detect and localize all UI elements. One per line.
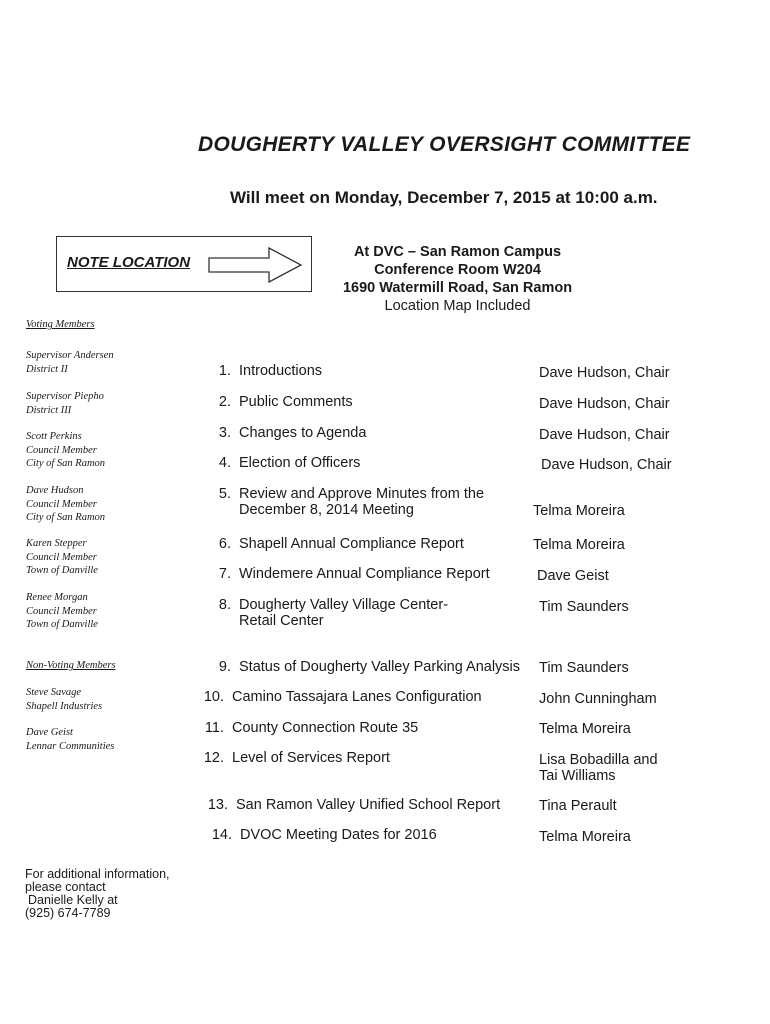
member-entry: Scott Perkins Council Member City of San Ramon <box>26 431 106 469</box>
agenda-item: 1. Introductions <box>218 363 323 379</box>
agenda-presenter: Telma Moreira <box>539 721 631 737</box>
member-entry: Supervisor Andersen District II <box>26 350 114 375</box>
agenda-presenter: Dave Hudson, Chair <box>539 396 670 412</box>
agenda-presenter: John Cunningham <box>539 691 657 707</box>
note-location-label: NOTE LOCATION <box>67 254 191 271</box>
agenda-presenter: Tina Perault <box>539 798 617 814</box>
agenda-item: 9. Status of Dougherty Valley Parking Analysis <box>218 659 521 675</box>
agenda-presenter: Tim Saunders <box>539 599 629 615</box>
location-room: Conference Room W204 <box>374 262 541 278</box>
voting-members-heading: Voting Members <box>26 319 95 330</box>
agenda-presenter: Dave Geist <box>537 568 609 584</box>
agenda-presenter: Telma Moreira <box>539 829 631 845</box>
agenda-presenter: Dave Hudson, Chair <box>539 365 670 381</box>
note-location-box <box>56 236 312 292</box>
agenda-item: 4. Election of Officers <box>218 455 361 471</box>
agenda-item: 13. San Ramon Valley Unified School Report <box>207 797 501 813</box>
member-entry: Karen Stepper Council Member Town of Danville <box>26 538 98 576</box>
right-arrow-icon <box>207 246 303 284</box>
agenda-item: 8. Dougherty Valley Village Center- Retail Center <box>218 597 449 629</box>
meeting-location <box>330 243 585 315</box>
agenda-presenter: Tim Saunders <box>539 660 629 676</box>
agenda-presenter: Lisa Bobadilla and Tai Williams <box>539 752 658 784</box>
agenda-presenter: Dave Hudson, Chair <box>541 457 672 473</box>
page-title: DOUGHERTY VALLEY OVERSIGHT COMMITTEE <box>198 133 691 156</box>
member-entry: Dave Hudson Council Member City of San Ramon <box>26 485 106 523</box>
location-line: At DVC – San Ramon Campus <box>353 244 562 260</box>
agenda-item: 12. Level of Services Report <box>203 750 390 766</box>
meeting-date-line: Will meet on Monday, December 7, 2015 at 10:00 a.m. <box>230 188 658 207</box>
member-entry: Steve Savage Shapell Industries <box>26 687 103 712</box>
agenda-item: 11. County Connection Route 35 <box>204 720 419 736</box>
agenda-item: 6. Shapell Annual Compliance Report <box>218 536 464 552</box>
agenda-item: 3. Changes to Agenda <box>218 425 367 441</box>
agenda-presenter: Dave Hudson, Chair <box>539 427 670 443</box>
agenda-item: 5. Review and Approve Minutes from the December 8, 2014 Meeting <box>218 486 485 518</box>
agenda-item: 10. Camino Tassajara Lanes Configuration <box>203 689 482 705</box>
non-voting-members-heading: Non-Voting Members <box>26 660 116 671</box>
member-entry: Dave Geist Lennar Communities <box>26 727 115 752</box>
member-entry: Renee Morgan Council Member Town of Danville <box>26 592 98 630</box>
location-map-note: Location Map Included <box>384 298 531 314</box>
contact-info: For additional information, please contact Danielle Kelly at (925) 674-7789 <box>25 867 170 920</box>
agenda-presenter: Telma Moreira <box>533 537 625 553</box>
member-entry: Supervisor Piepho District III <box>26 391 104 416</box>
agenda-presenter: Telma Moreira <box>533 503 625 519</box>
location-address: 1690 Watermill Road, San Ramon <box>342 280 573 296</box>
agenda-item: 2. Public Comments <box>218 394 353 410</box>
agenda-item: 14. DVOC Meeting Dates for 2016 <box>211 827 437 843</box>
agenda-item: 7. Windemere Annual Compliance Report <box>218 566 490 582</box>
